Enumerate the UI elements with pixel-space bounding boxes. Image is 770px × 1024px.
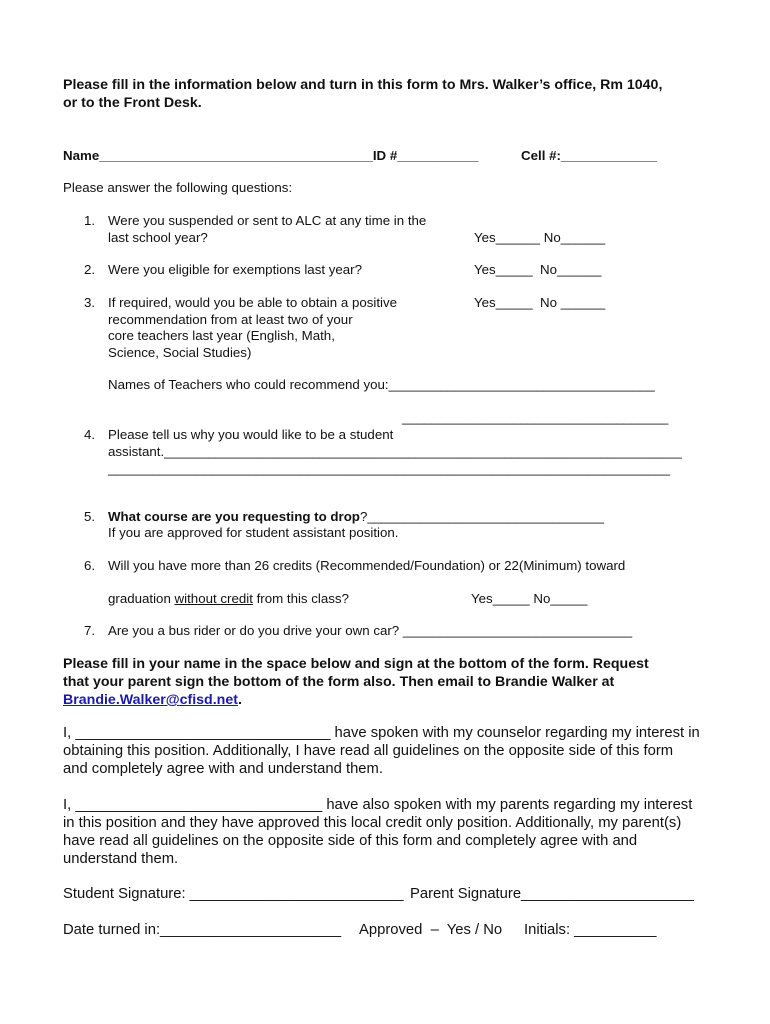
approved-field[interactable]: Approved – Yes / No [359, 922, 503, 938]
q1-answer[interactable]: Yes______ No______ [474, 230, 606, 245]
q5-line-1[interactable] [108, 508, 604, 525]
statement1-line-1[interactable]: I, _______________________________ have spoken with my counselor regarding my interest in [63, 725, 700, 741]
statement2-line-4: understand them. [63, 851, 179, 867]
q3-line-3: core teachers last year (English, Math, [108, 328, 335, 343]
cell-field[interactable]: Cell #:_____________ [521, 148, 658, 163]
q5-question: What course are you requesting to drop [108, 509, 360, 524]
instructions-line-2: that your parent sign the bottom of the form also. Then email to Brandie Walker at [63, 674, 615, 690]
q3-line-4: Science, Social Studies) [108, 345, 252, 360]
email-link[interactable]: Brandie.Walker@cfisd.net [63, 692, 238, 708]
statement2-line-2: in this position and they have approved this local credit only position. Additionally, my parent(s) [63, 815, 682, 831]
instructions-period: . [237, 692, 242, 708]
q2-answer[interactable]: Yes_____ No______ [474, 262, 602, 277]
questions-intro: Please answer the following questions: [63, 180, 293, 195]
instructions-line-1: Please fill in your name in the space below and sign at the bottom of the form. Request [63, 656, 649, 672]
q1-line-2: last school year? [108, 230, 208, 245]
q3-answer[interactable]: Yes_____ No ______ [474, 295, 606, 310]
q6-text-b: from this class? [252, 591, 349, 606]
header-line-1: Please fill in the information below and turn in this form to Mrs. Walker’s office, Rm 1040, [63, 77, 663, 93]
statement2-line-3: have read all guidelines on the opposite side of this form and completely agree with and [63, 833, 638, 849]
q7-number: 7. [84, 623, 96, 638]
q3-number: 3. [84, 295, 96, 310]
date-turned-in-field[interactable]: Date turned in:______________________ [63, 922, 342, 938]
q1-line-1: Were you suspended or sent to ALC at any time in the [108, 213, 427, 228]
teachers-field-2[interactable]: ____________________________________ [402, 410, 669, 425]
teachers-field-1[interactable]: Names of Teachers who could recommend you:____________________________________ [108, 377, 655, 392]
q5-answer-blank[interactable]: ?________________________________ [359, 509, 604, 524]
q2-number: 2. [84, 262, 96, 277]
q5-number: 5. [84, 509, 96, 524]
q7-text[interactable]: Are you a bus rider or do you drive your own car? _______________________________ [108, 623, 633, 638]
q2-text: Were you eligible for exemptions last year? [108, 262, 362, 277]
q6-line-2 [108, 590, 349, 607]
initials-field[interactable]: Initials: __________ [524, 922, 657, 938]
statement1-line-3: and completely agree with and understand them. [63, 761, 383, 777]
parent-signature-field[interactable]: Parent Signature_____________________ [410, 886, 694, 902]
q3-line-2: recommendation from at least two of your [108, 312, 353, 327]
q6-number: 6. [84, 558, 96, 573]
q1-number: 1. [84, 213, 96, 228]
student-signature-field[interactable]: Student Signature: __________________________ [63, 886, 404, 902]
statement1-line-2: obtaining this position. Additionally, I have read all guidelines on the opposite side of this form [63, 743, 674, 759]
q3-line-1: If required, would you be able to obtain a positive [108, 295, 398, 310]
q4-answer-line-1[interactable]: assistant.______________________________________________________________________ [108, 444, 682, 459]
q6-line-1: Will you have more than 26 credits (Recommended/Foundation) or 22(Minimum) toward [108, 558, 626, 573]
q6-text-underlined: without credit [174, 591, 253, 606]
q4-answer-line-2[interactable]: ____________________________________________________________________________ [108, 461, 671, 476]
q4-line-1: Please tell us why you would like to be a student [108, 427, 394, 442]
q5-line-2: If you are approved for student assistant position. [108, 525, 399, 540]
q6-answer[interactable]: Yes_____ No_____ [471, 591, 588, 606]
q4-number: 4. [84, 427, 96, 442]
instructions-line-3 [63, 691, 242, 709]
header-line-2: or to the Front Desk. [63, 95, 202, 111]
statement2-line-1[interactable]: I, ______________________________ have also spoken with my parents regarding my interest [63, 797, 693, 813]
name-id-field[interactable]: Name_____________________________________ID #___________ [63, 148, 479, 163]
q6-text-a: graduation [108, 591, 175, 606]
